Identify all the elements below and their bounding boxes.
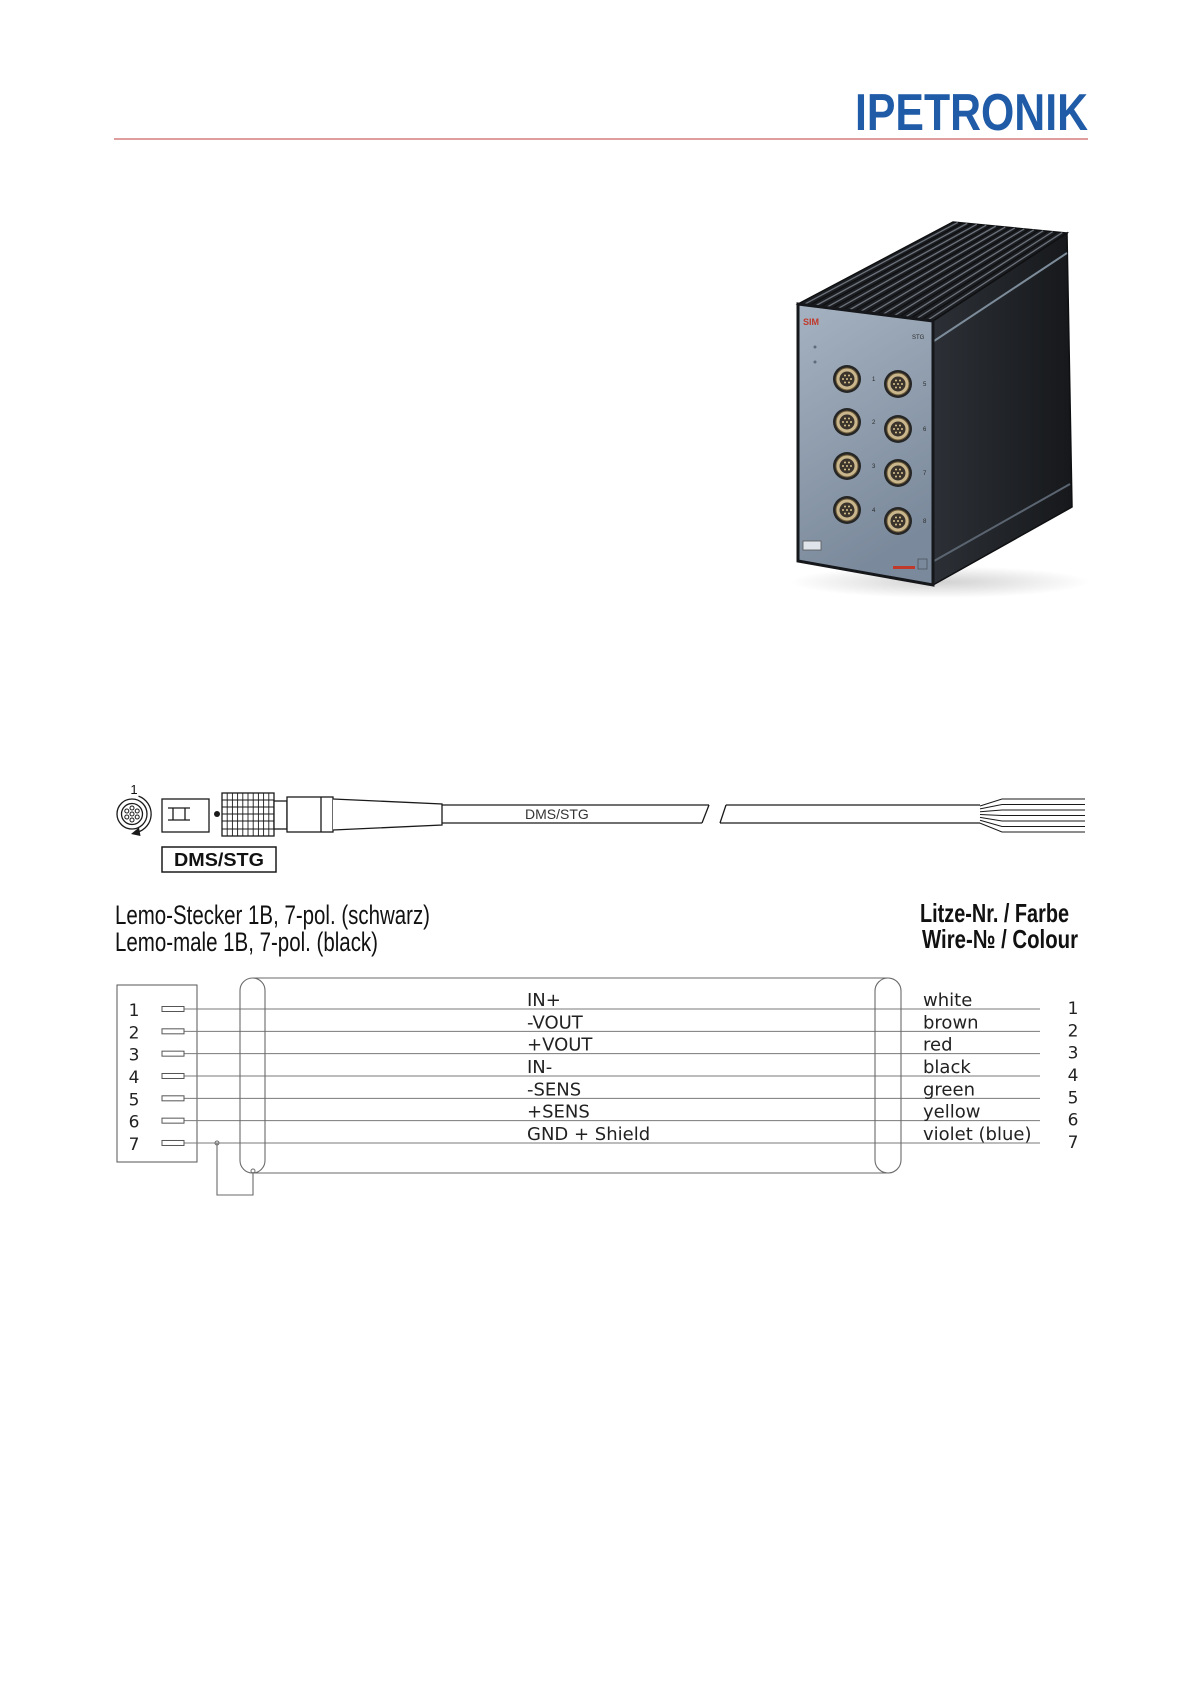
cable-drawing	[117, 782, 1085, 872]
connector-tag-label: DMS/STG	[174, 850, 264, 870]
pin-contact	[162, 1029, 184, 1034]
pin-number: 5	[128, 1090, 140, 1111]
connector-face-view	[117, 796, 151, 836]
socket-contact	[842, 421, 844, 423]
wire-end	[980, 810, 1085, 812]
wire-colour-label: green	[923, 1079, 975, 1101]
signal-label: +VOUT	[527, 1034, 593, 1056]
socket-contact	[899, 469, 901, 471]
socket-contact	[848, 381, 850, 383]
pin-number: 6	[128, 1112, 140, 1133]
pin-number: 1	[128, 1001, 140, 1021]
wire-row	[129, 1124, 1079, 1155]
socket-contact	[848, 506, 850, 508]
socket-contact	[846, 421, 848, 423]
connector-description-en: Lemo-male 1B, 7-pol. (black)	[115, 927, 378, 957]
product-photo	[790, 222, 1090, 598]
socket-contact	[844, 381, 846, 383]
wire-colour-label: white	[923, 990, 973, 1011]
wire-number: 6	[1067, 1110, 1079, 1131]
pin-contact	[162, 1140, 184, 1145]
socket-contact	[844, 468, 846, 470]
socket-contact	[850, 421, 852, 423]
wire-heading-en: Wire-№ / Colour	[922, 924, 1078, 954]
socket-contact	[844, 512, 846, 514]
socket-contact	[899, 386, 901, 388]
socket-number: 1	[872, 377, 876, 383]
socket-contact	[901, 428, 903, 430]
wire-colour-label: brown	[923, 1012, 979, 1034]
ground-wire	[217, 1143, 253, 1195]
socket-contact	[897, 472, 899, 474]
socket-contact	[895, 386, 897, 388]
socket-contact	[844, 424, 846, 426]
signal-label: IN-	[527, 1056, 553, 1078]
device-type-label: STG	[912, 335, 925, 341]
socket-number: 4	[872, 508, 876, 514]
wire-number: 3	[1067, 1043, 1079, 1064]
device-sticker	[803, 541, 821, 550]
socket-contact	[895, 475, 897, 477]
socket-contact	[846, 509, 848, 511]
connector-boot	[287, 797, 333, 832]
socket-number: 5	[923, 382, 927, 388]
socket-number: 2	[872, 420, 876, 426]
connector-description-de: Lemo-Stecker 1B, 7-pol. (schwarz)	[115, 900, 430, 930]
socket-contact	[848, 418, 850, 420]
socket-contact	[897, 383, 899, 385]
device-brand-label: SIM	[803, 317, 820, 327]
socket-contact	[899, 475, 901, 477]
wiring-diagram	[117, 978, 1078, 1195]
signal-label: IN+	[527, 990, 561, 1011]
socket-number: 8	[923, 519, 927, 525]
pin-contact	[162, 1096, 184, 1101]
socket-contact	[850, 378, 852, 380]
socket-contact	[895, 380, 897, 382]
signal-label: GND + Shield	[527, 1123, 651, 1145]
wire-end	[980, 815, 1085, 816]
cable-break-cut	[702, 805, 709, 823]
signal-label: -SENS	[527, 1079, 582, 1101]
pin-one-marker: 1	[130, 782, 138, 797]
connector-description	[115, 900, 430, 957]
cable-label: DMS/STG	[525, 806, 589, 822]
wire-number: 4	[1067, 1065, 1079, 1086]
status-led	[814, 361, 817, 364]
cable-segment-right	[720, 805, 980, 823]
socket-contact	[893, 428, 895, 430]
socket-number: 3	[872, 464, 876, 470]
wire-number: 7	[1067, 1132, 1079, 1153]
socket-contact	[842, 509, 844, 511]
pin-contact	[162, 1073, 184, 1078]
socket-contact	[844, 506, 846, 508]
signal-label: -VOUT	[527, 1012, 583, 1034]
pin-number: 4	[128, 1067, 140, 1088]
socket-contact	[895, 431, 897, 433]
socket-contact	[848, 462, 850, 464]
pin-number: 3	[128, 1045, 140, 1066]
socket-contact	[895, 469, 897, 471]
socket-contact	[842, 465, 844, 467]
socket-contact	[850, 509, 852, 511]
socket-contact	[897, 428, 899, 430]
socket-contact	[844, 375, 846, 377]
socket-contact	[895, 517, 897, 519]
socket-contact	[897, 520, 899, 522]
pin-contact	[162, 1007, 184, 1012]
socket-contact	[895, 523, 897, 525]
wiring-rows	[129, 990, 1079, 1155]
socket-contact	[895, 425, 897, 427]
ipetronik-logo: IPETRONIK	[855, 84, 1089, 142]
socket-contact	[893, 472, 895, 474]
socket-contact	[899, 431, 901, 433]
pin-contact	[162, 1118, 184, 1123]
connector-collar	[274, 801, 287, 829]
wire-colour-label: black	[923, 1056, 971, 1078]
wire-number: 1	[1067, 999, 1079, 1019]
socket-contact	[848, 375, 850, 377]
status-led	[814, 346, 817, 349]
wire-number: 5	[1067, 1088, 1079, 1109]
page-header	[114, 84, 1088, 142]
socket-contact	[901, 383, 903, 385]
wire-end	[980, 805, 1085, 809]
socket-contact	[846, 378, 848, 380]
socket-contact	[899, 523, 901, 525]
shield-ground-link	[215, 1141, 255, 1195]
wire-colour-label: violet (blue)	[923, 1123, 1032, 1145]
socket-contact	[848, 424, 850, 426]
cable-break-cut	[720, 805, 726, 823]
socket-contact	[846, 465, 848, 467]
socket-contact	[901, 472, 903, 474]
connector-boot-taper	[333, 799, 442, 830]
wire-end	[980, 817, 1085, 821]
pin-contact	[162, 1051, 184, 1056]
socket-contact	[893, 520, 895, 522]
socket-contact	[848, 468, 850, 470]
signal-label: +SENS	[527, 1101, 590, 1123]
wire-colour-label: yellow	[923, 1101, 981, 1123]
wire-number: 2	[1067, 1021, 1079, 1042]
socket-contact	[899, 425, 901, 427]
wire-heading-de: Litze-Nr. / Farbe	[920, 898, 1069, 928]
pin-number: 2	[128, 1023, 140, 1044]
device-logo-mark	[893, 566, 915, 569]
pin-number: 7	[128, 1134, 140, 1155]
connector-index-dot	[214, 811, 220, 817]
socket-contact	[844, 462, 846, 464]
socket-contact	[844, 418, 846, 420]
socket-contact	[899, 380, 901, 382]
socket-contact	[901, 520, 903, 522]
socket-number: 6	[923, 427, 927, 433]
socket-contact	[893, 383, 895, 385]
socket-contact	[842, 378, 844, 380]
wire-colour-label: red	[923, 1034, 953, 1056]
cable-wire-ends	[980, 799, 1085, 832]
socket-contact	[899, 517, 901, 519]
socket-contact	[848, 512, 850, 514]
wire-heading	[920, 898, 1078, 954]
socket-contact	[850, 465, 852, 467]
socket-number: 7	[923, 471, 927, 477]
